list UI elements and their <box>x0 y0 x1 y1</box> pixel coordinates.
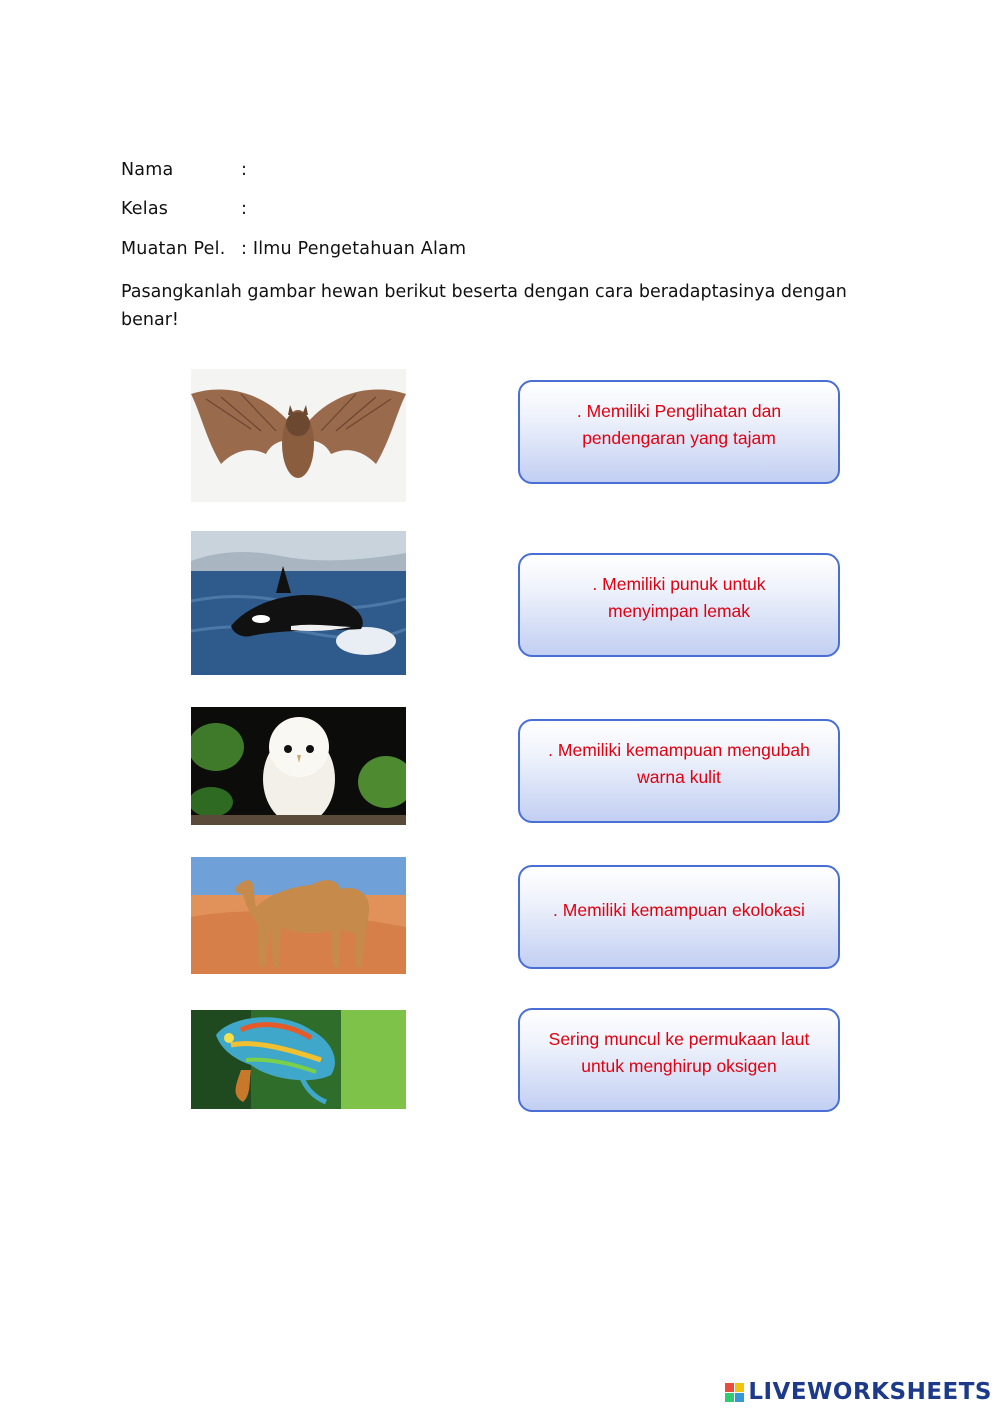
instruction-text: Pasangkanlah gambar hewan berikut beserta dengan cara beradaptasinya dengan benar! <box>121 282 847 330</box>
kelas-colon: : <box>241 199 248 219</box>
orca-image[interactable] <box>191 531 406 675</box>
card-5-line-2: untuk menghirup oksigen <box>581 1056 777 1076</box>
chameleon-image[interactable] <box>191 1010 406 1109</box>
answer-card-3[interactable] <box>518 719 840 823</box>
nama-row <box>121 160 247 180</box>
muatan-label: Muatan Pel. <box>121 239 226 259</box>
card-5-line-1: Sering muncul ke permukaan laut <box>548 1029 810 1049</box>
owl-image[interactable] <box>191 707 406 825</box>
muatan-value: : Ilmu Pengetahuan Alam <box>241 239 467 259</box>
kelas-row <box>121 199 247 219</box>
card-4-line-1: . Memiliki kemampuan ekolokasi <box>553 900 805 920</box>
card-3-line-1: . Memiliki kemampuan mengubah <box>548 740 810 760</box>
liveworksheets-icon <box>725 1383 744 1402</box>
bat-image[interactable] <box>191 369 406 502</box>
answer-card-1[interactable] <box>518 380 840 484</box>
answer-card-2[interactable] <box>518 553 840 657</box>
card-1-line-2: pendengaran yang tajam <box>582 428 776 448</box>
answer-card-4[interactable] <box>518 865 840 969</box>
card-1-line-1: . Memiliki Penglihatan dan <box>576 401 782 421</box>
muatan-row <box>121 239 466 259</box>
card-3-line-2: warna kulit <box>637 767 721 787</box>
camel-image[interactable] <box>191 857 406 974</box>
kelas-label: Kelas <box>121 199 169 219</box>
liveworksheets-logo <box>725 1379 992 1405</box>
answer-card-5[interactable] <box>518 1008 840 1112</box>
nama-colon: : <box>241 160 248 180</box>
card-2-line-2: menyimpan lemak <box>608 601 750 621</box>
nama-label: Nama <box>121 160 174 180</box>
card-2-line-1: . Memiliki punuk untuk <box>592 574 766 594</box>
liveworksheets-brand: LIVEWORKSHEETS <box>748 1379 992 1405</box>
